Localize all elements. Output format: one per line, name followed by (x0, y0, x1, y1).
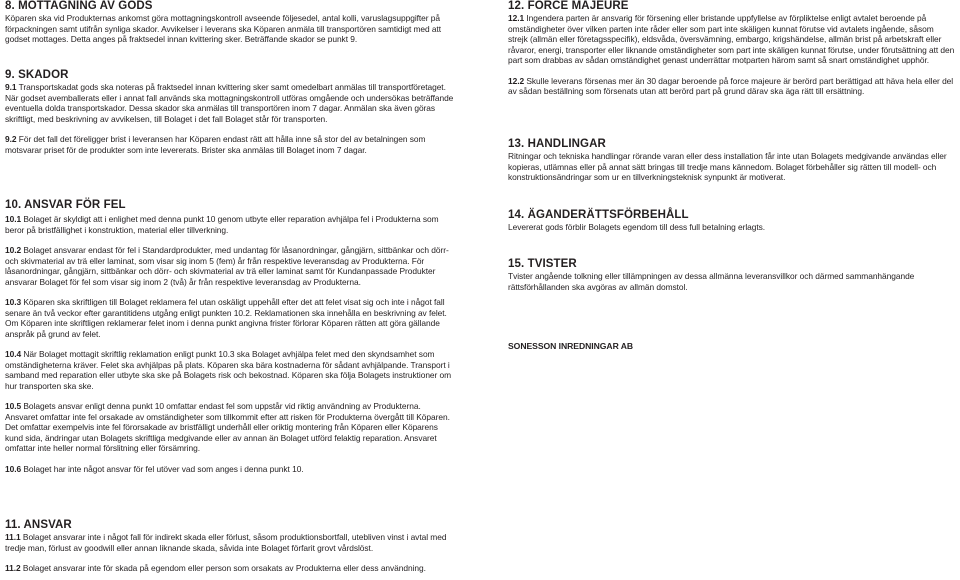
section-11-2 (5, 563, 455, 574)
section-11 (5, 519, 455, 574)
section-11-1-number: 11.1 (5, 532, 21, 542)
section-10-1-number: 10.1 (5, 214, 22, 224)
section-10 (5, 199, 455, 474)
section-8-text: Köparen ska vid Produkternas ankomst göra mottagningskontroll avseende följesedel, antal kolli, varuslagsuppgifter på förpackningen samt utifrån synliga skador. Avvikelser i leverans ska Köparen anmäla till transportören samtidigt med att godset mottages. Detta anges på fraktsedel innan kvittering sker. Beträffande skador se punkt 9. (5, 13, 442, 44)
section-10-2-number: 10.2 (5, 245, 22, 255)
section-10-1-text: Bolaget är skyldigt att i enlighet med denna punkt 10 genom utbyte eller reparation avhjälpa fel i Produkterna som beror på bristfällighet i konstruktion, material eller tillverkning. (5, 214, 439, 235)
section-13-heading: 13. HANDLINGAR (508, 138, 606, 150)
section-10-2 (5, 245, 455, 287)
section-10-6-number: 10.6 (5, 463, 22, 474)
section-14 (508, 209, 955, 233)
section-9-2 (5, 134, 455, 155)
section-15-text: Tvister angående tolkning eller tillämpningen av dessa allmänna leveransvillkor och därmed sammanhängande rättsförhållanden ska avgöras av allmän domstol. (508, 271, 915, 292)
section-8-heading: 8. MOTTAGNING AV GODS (5, 0, 153, 12)
section-15-heading: 15. TVISTER (508, 258, 577, 270)
section-9 (5, 69, 455, 155)
section-11-1 (5, 532, 455, 553)
section-10-3 (5, 297, 455, 339)
section-12-1-text: Ingendera parten är ansvarig för försening eller bristande uppfyllelse av förpliktelse enligt avtalet beroende på omständigheter över vilken parten inte råder eller som part inte skäligen kunnat förutse vid avtalets ingående, såsom strejk (allmän eller företagsspecifik), eldsvåda, översvämning, embargo, krigshändelse, allmän brist på arbetskraft eller råvaror, energi, transporter eller liknande omständigheter som part inte skäligen kunnat förutse, under förutsättning att den part som drabbas av sådan omständighet genast underrättar motparten härom samt så snart omständighet upphör. (508, 13, 955, 65)
section-10-5-number: 10.5 (5, 401, 22, 411)
section-9-1 (5, 82, 455, 124)
section-10-6-text: Bolaget har inte något ansvar för fel utöver vad som anges i denna punkt 10. (21, 463, 304, 474)
section-9-1-text: Transportskadat gods ska noteras på fraktsedel innan kvittering sker samt omedelbart anmälas till transportföretaget. När godset avemballerats eller i annat fall används ska mottagningskontroll utföras omgående och undersökas beträffande eventuella dolda transportskador. Dessa skador ska anmälas till transportören inom 7 dagar. Anmälan ska även göras skriftligt, med beskrivning av avvikelsen, till Bolaget i det fall Bolaget står för transporten. (5, 82, 454, 124)
section-14-heading: 14. ÄGANDERÄTTSFÖRBEHÅLL (508, 209, 689, 221)
section-10-5-text: Bolagets ansvar enligt denna punkt 10 omfattar endast fel som uppstår vid riktig användning av Produkterna. Ansvaret omfattar inte fel orsakade av omständigheter som tillkommit efter att risken för Produkterna övergått till Köparen. Det omfattar exempelvis inte fel förorsakade av bristfälligt underhåll eller oriktig montering från Köparen eller Köparens kund sida, ändringar utan Bolagets skriftliga medgivande eller av annan än Bolaget utförd felaktig reparation. Ansvaret omfattar inte heller normal förslitning eller försämring. (5, 401, 450, 453)
section-12-1 (508, 13, 955, 66)
section-12-2-text: Skulle leverans försenas mer än 30 dagar beroende på force majeure är berörd part berättigad att häva hela eller del av sådan beställning som försenats utan att berörd part på grund därav ska äga rätt till ersättning. (508, 75, 954, 96)
section-14-text: Levererat gods förblir Bolagets egendom till dess full betalning erlagts. (508, 222, 766, 232)
section-12-heading: 12. FORCE MAJEURE (508, 0, 629, 12)
section-10-4-text: När Bolaget mottagit skriftlig reklamation enligt punkt 10.3 ska Bolaget avhjälpa felet med den skyndsamhet som omständigheterna kräver. Felet ska avhjälpas på plats. Köparen ska bära kostnaderna för sådant avhjälpande. Transport i samband med reparation eller utbyte ska ske på Bolagets risk och bekostnad. Köparen ska följa Bolagets instruktioner om hur transporten ska ske. (5, 349, 452, 391)
section-10-6 (5, 464, 455, 475)
section-10-4 (5, 349, 455, 391)
section-10-heading: 10. ANSVAR FÖR FEL (5, 199, 126, 211)
section-10-1 (5, 214, 455, 235)
section-10-2-text: Bolaget ansvarar endast för fel i Standardprodukter, med undantag för låsanordningar, gångjärn, sittbänkar och dörr- och skivmaterial av trä eller laminat, som visar sig inom 5 (fem) år från respektive leveransdag av Produkterna. För låsanordningar, gångjärn, sittbänkar och dörr- och skivmaterial av trä eller laminat samt för Kundanpassade Produkter ansvarar Bolaget för fel som visar sig inom 2 (två) år från respektive leveransdag av Produkterna. (5, 245, 449, 287)
section-9-2-number: 9.2 (5, 134, 17, 144)
section-11-2-number: 11.2 (5, 563, 21, 573)
section-15 (508, 258, 955, 292)
section-9-2-text: För det fall det föreligger brist i leveransen har Köparen endast rätt att hålla inne så stor del av betalningen som motsvarar priset för de produkter som inte levererats. Brister ska anmälas till Bolaget inom 7 dagar. (5, 134, 426, 155)
section-13 (508, 138, 955, 183)
section-9-1-number: 9.1 (5, 82, 17, 92)
signature-block (508, 341, 955, 352)
section-10-5 (5, 401, 455, 454)
section-13-text: Ritningar och tekniska handlingar rörande varan eller dess installation får inte utan Bolagets medgivande användas eller kopieras, utlämnas eller på annat sätt bringas till tredje mans kännedom. Bolaget förbehåller sig rätten till modell- och konstruktionsändringar som ur en tillverkningsteknisk synpunkt är motiverat. (508, 151, 947, 182)
section-12-2-number: 12.2 (508, 75, 525, 86)
section-12 (508, 0, 955, 97)
section-12-1-number: 12.1 (508, 13, 525, 23)
section-10-3-number: 10.3 (5, 297, 22, 307)
section-10-4-number: 10.4 (5, 349, 22, 359)
section-12-2 (508, 76, 955, 97)
section-11-1-text: Bolaget ansvarar inte i något fall för indirekt skada eller förlust, såsom produktionsbortfall, utebliven vinst i avtal med tredje man, förlust av goodwill eller annan liknande skada, såvida inte Bolaget förfarit grovt vårdslöst. (5, 532, 447, 553)
section-11-heading: 11. ANSVAR (5, 519, 72, 531)
company-signature: SONESSON INREDNINGAR AB (508, 341, 634, 351)
section-8 (5, 0, 455, 45)
section-11-2-text: Bolaget ansvarar inte för skada på egendom eller person som orsakats av Produkterna eller dess användning. (20, 563, 426, 573)
section-10-3-text: Köparen ska skriftligen till Bolaget reklamera fel utan oskäligt uppehåll efter det att felet visat sig och inte i något fall senare än två veckor efter garantitidens utgång enligt punkten 10.2. Reklamationen ska innehålla en beskrivning av felet. Om Köparen inte skriftligen reklamerar felet inom i denna punkt angivna frister förlorar Köparen rätten att göra gällande anspråk på grund av felet. (5, 297, 447, 339)
section-9-heading: 9. SKADOR (5, 69, 69, 81)
